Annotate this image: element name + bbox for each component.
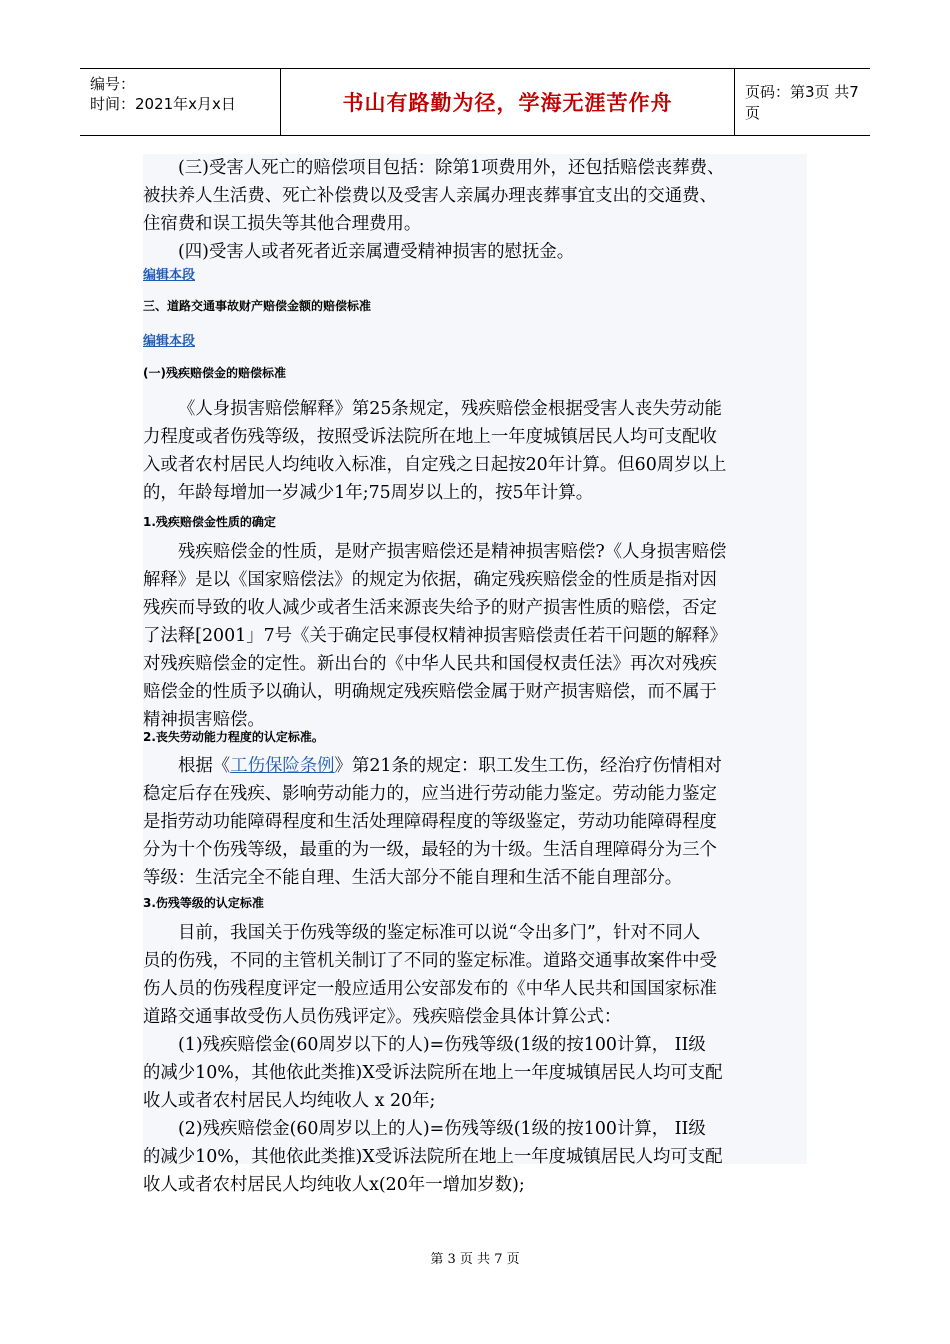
- document-content: [143, 154, 807, 1195]
- header-motto-cell: [281, 69, 735, 135]
- formula-line: 收人或者农村居民人均纯收人x(20年一增加岁数);: [143, 1175, 525, 1195]
- text-line: 员的伤残，不同的主管机关制订了不同的鉴定标准。道路交通事故案件中受: [143, 951, 717, 971]
- formula-line: 的减少10%，其他依此类推)X受诉法院所在地上一年度城镇居民人均可支配: [143, 1147, 723, 1167]
- page-info: 页码：第3页 共7页: [745, 83, 859, 122]
- subsection-heading: 2.丧失劳动能力程度的认定标准。: [143, 730, 324, 744]
- work-injury-regulation-link[interactable]: 工伤保险条例: [230, 756, 335, 776]
- formula-line: (2)残疾赔偿金(60周岁以上的人)=伤残等级(1级的按100计算， II级: [178, 1119, 706, 1139]
- subsection-heading: 3.伤残等级的认定标准: [143, 896, 264, 910]
- text-line: 住宿费和误工损失等其他合理费用。: [143, 214, 422, 234]
- header-meta-cell: [80, 69, 281, 135]
- text-line: 稳定后存在残疾、影响劳动能力的，应当进行劳动能力鉴定。劳动能力鉴定: [143, 784, 717, 804]
- code-label: 编号：: [90, 75, 136, 93]
- text-line: 等级：生活完全不能自理、生活大部分不能自理和生活不能自理部分。: [143, 868, 683, 888]
- edit-section-link[interactable]: 编辑本段: [143, 268, 196, 283]
- text-line: [143, 752, 807, 780]
- text-line: 入或者农村居民人均纯收入标准，自定残之日起按20年计算。但60周岁以上: [143, 455, 727, 475]
- subsection-heading: (一)残疾赔偿金的赔偿标准: [143, 366, 286, 380]
- text-line: 《人身损害赔偿解释》第25条规定，残疾赔偿金根据受害人丧失劳动能: [178, 399, 722, 419]
- edit-section-link[interactable]: 编辑本段: [143, 334, 196, 349]
- formula-line: 收人或者农村居民人均纯收人 x 20年;: [143, 1091, 436, 1111]
- paragraph-labor-capacity: [143, 752, 807, 892]
- text-line: 被扶养人生活费、死亡补偿费以及受害人亲属办理丧葬事宜支出的交通费、: [143, 186, 717, 206]
- header-page-cell: [735, 69, 870, 135]
- text-line: 伤人员的伤残程度评定一般应适用公安部发布的《中华人民共和国国家标准: [143, 979, 717, 999]
- text-line: (三)受害人死亡的赔偿项目包括：除第1项费用外，还包括赔偿丧葬费、: [178, 158, 725, 178]
- page-header: [80, 68, 870, 136]
- text-line: 精神损害赔偿。: [143, 710, 265, 730]
- paragraph-grade-standard: [143, 919, 807, 1199]
- text-line: 道路交通事故受伤人员伤残评定》。残疾赔偿金具体计算公式：: [143, 1007, 622, 1027]
- text-line: 目前，我国关于伤残等级的鉴定标准可以说“令出多门”，针对不同人: [178, 923, 701, 943]
- paragraph-nature: [143, 538, 807, 734]
- text-line: 赔偿金的性质予以确认，明确规定残疾赔偿金属于财产损害赔偿，而不属于: [143, 682, 717, 702]
- text-segment: 根据《: [178, 756, 231, 776]
- formula-line: 的减少10%，其他依此类推)X受诉法院所在地上一年度城镇居民人均可支配: [143, 1063, 723, 1083]
- section-heading: 三、道路交通事故财产赔偿金额的赔偿标准: [143, 299, 372, 313]
- text-line: 解释》是以《国家赔偿法》的规定为依据，确定残疾赔偿金的性质是指对因: [143, 570, 717, 590]
- text-line: 是指劳动功能障碍程度和生活处理障碍程度的等级鉴定，劳动功能障碍程度: [143, 812, 717, 832]
- paragraph-compensation-items: [143, 154, 807, 266]
- text-line: 了法释[2001」7号《关于确定民事侵权精神损害赔偿责任若干问题的解释》: [143, 626, 727, 646]
- text-line: 残疾赔偿金的性质，是财产损害赔偿还是精神损害赔偿?《人身损害赔偿: [178, 542, 727, 562]
- text-line: (四)受害人或者死者近亲属遭受精神损害的慰抚金。: [178, 242, 575, 262]
- subsection-heading: 1.残疾赔偿金性质的确定: [143, 515, 276, 529]
- text-line: 力程度或者伤残等级，按照受诉法院所在地上一年度城镇居民人均可支配收: [143, 427, 717, 447]
- text-segment: 》第21条的规定：职工发生工伤，经治疗伤情相对: [334, 756, 722, 776]
- text-line: 残疾而导致的收人减少或者生活来源丧失给予的财产损害性质的赔偿，否定: [143, 598, 717, 618]
- page-footer: 第 3 页 共 7 页: [430, 1252, 520, 1267]
- paragraph-disability-standard: [143, 395, 807, 507]
- formula-line: (1)残疾赔偿金(60周岁以下的人)=伤残等级(1级的按100计算， II级: [178, 1035, 706, 1055]
- text-line: 的，年龄每增加一岁减少1年;75周岁以上的，按5年计算。: [143, 483, 594, 503]
- motto: 书山有路勤为径，学海无涯苦作舟: [342, 91, 673, 115]
- text-line: 对残疾赔偿金的定性。新出台的《中华人民共和国侵权责任法》再次对残疾: [143, 654, 717, 674]
- text-line: 分为十个伤残等级，最重的为一级，最轻的为十级。生活自理障碍分为三个: [143, 840, 717, 860]
- date-label: 时间：2021年x月x日: [90, 95, 236, 113]
